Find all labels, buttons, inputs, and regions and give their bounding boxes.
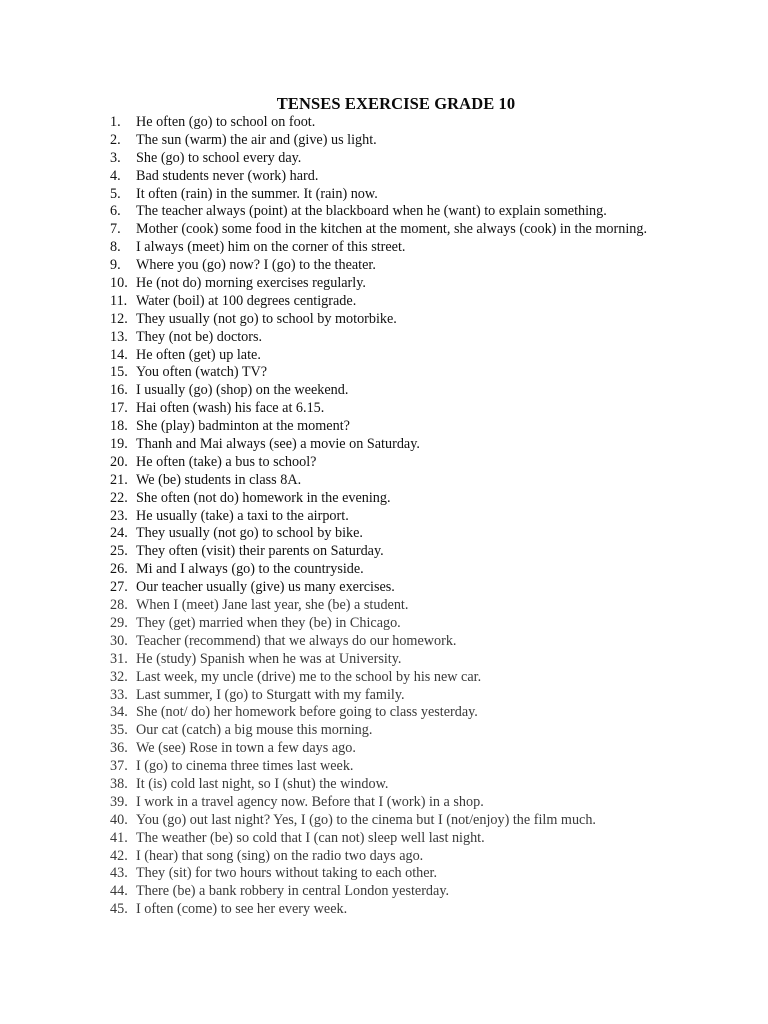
exercise-item	[110, 311, 647, 329]
exercise-text: He (study) Spanish when he was at University.	[136, 650, 402, 667]
exercise-number: 13.	[110, 328, 128, 345]
exercise-item	[110, 114, 647, 132]
exercise-text: I usually (go) (shop) on the weekend.	[136, 382, 349, 399]
exercise-text: He (not do) morning exercises regularly.	[136, 275, 366, 292]
exercise-text: They usually (not go) to school by motorbike.	[136, 310, 397, 327]
exercise-number: 18.	[110, 418, 128, 435]
exercise-text: She (play) badminton at the moment?	[136, 418, 350, 435]
exercise-text: Last summer, I (go) to Sturgatt with my family.	[136, 686, 405, 703]
exercise-item	[110, 597, 647, 615]
exercise-number: 14.	[110, 346, 128, 363]
exercise-text: He often (go) to school on foot.	[136, 114, 316, 130]
exercise-item	[110, 579, 647, 597]
exercise-number: 29.	[110, 614, 128, 631]
exercise-number: 7.	[110, 221, 121, 238]
exercise-number: 2.	[110, 131, 121, 148]
exercise-item	[110, 830, 647, 848]
exercise-item	[110, 848, 647, 866]
exercise-list	[110, 114, 647, 919]
exercise-number: 3.	[110, 149, 121, 166]
exercise-item	[110, 508, 647, 526]
exercise-item	[110, 132, 647, 150]
exercise-item	[110, 239, 647, 257]
exercise-text: I (hear) that song (sing) on the radio two days ago.	[136, 847, 424, 864]
exercise-number: 9.	[110, 257, 121, 274]
exercise-item	[110, 687, 647, 705]
exercise-item	[110, 150, 647, 168]
exercise-number: 12.	[110, 310, 128, 327]
exercise-text: They usually (not go) to school by bike.	[136, 525, 363, 542]
exercise-item	[110, 454, 647, 472]
exercise-item	[110, 257, 647, 275]
exercise-text: When I (meet) Jane last year, she (be) a student.	[136, 597, 409, 614]
exercise-item	[110, 883, 647, 901]
exercise-number: 17.	[110, 400, 128, 417]
exercise-number: 11.	[110, 292, 128, 309]
exercise-item	[110, 436, 647, 454]
exercise-number: 6.	[110, 203, 121, 220]
exercise-text: Our cat (catch) a big mouse this morning.	[136, 722, 373, 739]
exercise-number: 34.	[110, 704, 128, 721]
exercise-number: 30.	[110, 632, 128, 649]
exercise-text: Water (boil) at 100 degrees centigrade.	[136, 292, 357, 309]
exercise-number: 5.	[110, 185, 121, 202]
exercise-text: She (not/ do) her homework before going to class yesterday.	[136, 704, 478, 721]
exercise-number: 45.	[110, 901, 128, 918]
exercise-item	[110, 364, 647, 382]
exercise-item	[110, 347, 647, 365]
exercise-text: Thanh and Mai always (see) a movie on Saturday.	[136, 436, 420, 453]
exercise-text: There (be) a bank robbery in central London yesterday.	[136, 883, 450, 900]
exercise-text: You (go) out last night? Yes, I (go) to the cinema but I (not/enjoy) the film much.	[136, 811, 596, 828]
exercise-text: The sun (warm) the air and (give) us light.	[136, 131, 377, 148]
exercise-item	[110, 203, 647, 221]
document-title: TENSES EXERCISE GRADE 10	[276, 94, 516, 113]
exercise-number: 1.	[110, 114, 121, 130]
exercise-number: 10.	[110, 275, 128, 292]
exercise-number: 37.	[110, 758, 128, 775]
exercise-text: Where you (go) now? I (go) to the theater.	[136, 257, 376, 274]
exercise-item	[110, 651, 647, 669]
exercise-number: 40.	[110, 811, 128, 828]
exercise-number: 28.	[110, 597, 128, 614]
exercise-text: Bad students never (work) hard.	[136, 167, 319, 184]
exercise-item	[110, 615, 647, 633]
exercise-number: 39.	[110, 793, 128, 810]
exercise-number: 26.	[110, 561, 128, 578]
exercise-number: 4.	[110, 167, 121, 184]
exercise-item	[110, 561, 647, 579]
exercise-text: He often (get) up late.	[136, 346, 261, 363]
exercise-text: She often (not do) homework in the evening.	[136, 489, 391, 506]
exercise-number: 24.	[110, 525, 128, 542]
exercise-number: 42.	[110, 847, 128, 864]
exercise-item	[110, 221, 647, 239]
exercise-number: 20.	[110, 453, 128, 470]
exercise-text: He usually (take) a taxi to the airport.	[136, 507, 349, 524]
exercise-text: The teacher always (point) at the blackboard when he (want) to explain something.	[136, 203, 607, 220]
exercise-item	[110, 186, 647, 204]
exercise-number: 31.	[110, 650, 128, 667]
exercise-item	[110, 525, 647, 543]
exercise-item	[110, 382, 647, 400]
exercise-text: I (go) to cinema three times last week.	[136, 758, 354, 775]
exercise-text: I work in a travel agency now. Before that I (work) in a shop.	[136, 793, 484, 810]
exercise-text: You often (watch) TV?	[136, 364, 268, 381]
exercise-item	[110, 543, 647, 561]
exercise-item	[110, 865, 647, 883]
exercise-text: I always (meet) him on the corner of this street.	[136, 239, 406, 256]
exercise-number: 16.	[110, 382, 128, 399]
exercise-number: 19.	[110, 436, 128, 453]
exercise-number: 41.	[110, 829, 128, 846]
exercise-text: They (sit) for two hours without taking to each other.	[136, 865, 438, 882]
exercise-number: 21.	[110, 471, 128, 488]
exercise-text: The weather (be) so cold that I (can not) sleep well last night.	[136, 829, 485, 846]
exercise-text: I often (come) to see her every week.	[136, 901, 348, 918]
exercise-text: Teacher (recommend) that we always do our homework.	[136, 632, 457, 649]
exercise-number: 22.	[110, 489, 128, 506]
exercise-item	[110, 704, 647, 722]
exercise-text: Mother (cook) some food in the kitchen at the moment, she always (cook) in the morning.	[136, 221, 648, 238]
exercise-item	[110, 490, 647, 508]
exercise-number: 36.	[110, 740, 128, 757]
exercise-item	[110, 633, 647, 651]
exercise-number: 32.	[110, 668, 128, 685]
exercise-item	[110, 776, 647, 794]
exercise-text: Hai often (wash) his face at 6.15.	[136, 400, 325, 417]
exercise-number: 35.	[110, 722, 128, 739]
exercise-text: We (see) Rose in town a few days ago.	[136, 740, 356, 757]
exercise-text: Our teacher usually (give) us many exercises.	[136, 579, 395, 596]
exercise-item	[110, 293, 647, 311]
exercise-number: 27.	[110, 579, 128, 596]
exercise-text: He often (take) a bus to school?	[136, 453, 317, 470]
exercise-item	[110, 472, 647, 490]
exercise-item	[110, 812, 647, 830]
exercise-item	[110, 794, 647, 812]
exercise-text: Mi and I always (go) to the countryside.	[136, 561, 364, 578]
exercise-number: 25.	[110, 543, 128, 560]
exercise-item	[110, 722, 647, 740]
exercise-item	[110, 418, 647, 436]
exercise-text: It often (rain) in the summer. It (rain) now.	[136, 185, 378, 202]
exercise-number: 44.	[110, 883, 128, 900]
exercise-number: 43.	[110, 865, 128, 882]
exercise-text: It (is) cold last night, so I (shut) the window.	[136, 775, 389, 792]
exercise-item	[110, 168, 647, 186]
exercise-number: 15.	[110, 364, 128, 381]
exercise-text: We (be) students in class 8A.	[136, 471, 302, 488]
exercise-item	[110, 901, 647, 919]
exercise-text: They (not be) doctors.	[136, 328, 263, 345]
exercise-item	[110, 275, 647, 293]
exercise-text: They (get) married when they (be) in Chicago.	[136, 614, 401, 631]
exercise-number: 38.	[110, 775, 128, 792]
exercise-item	[110, 329, 647, 347]
exercise-number: 23.	[110, 507, 128, 524]
exercise-item	[110, 400, 647, 418]
exercise-number: 8.	[110, 239, 121, 256]
exercise-number: 33.	[110, 686, 128, 703]
exercise-text: They often (visit) their parents on Saturday.	[136, 543, 384, 560]
exercise-text: Last week, my uncle (drive) me to the school by his new car.	[136, 668, 482, 685]
exercise-text: She (go) to school every day.	[136, 149, 302, 166]
exercise-item	[110, 669, 647, 687]
exercise-item	[110, 758, 647, 776]
exercise-item	[110, 740, 647, 758]
